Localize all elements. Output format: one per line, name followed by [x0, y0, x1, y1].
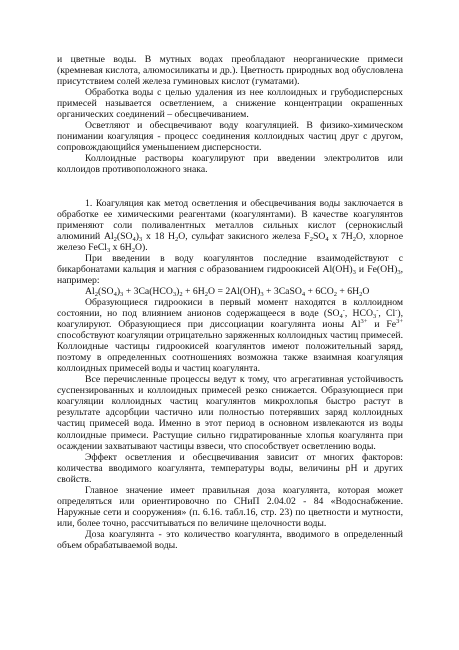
paragraph: Эффект осветления и обесцвечивания зависит от многих факторов: количества вводимого коагулянта, температуры воды, величины pH и других свойств.	[57, 451, 403, 485]
paragraph: Образующиеся гидроокиси в первый момент находятся в коллоидном состоянии, но под влиянием анионов содержащееся в воде ($SO_4^-$, $HCO_3^-$, Cl-), коагулируют. Образующиеся при диссоциации коагулянта ионы $Al^{3+}$ и $Fe^{3+}$ способствуют коагуляции отрицательно заряженных коллоидных частиц примесей. Коллоидные частицы гидроокисей коагулянтов имеют положительный заряд, поэтому в определенных соотношениях возможна также взаимная коагуляция коллоидных примесей воды и частиц коагулянта.	[57, 296, 403, 375]
paragraph: и цветные воды. В мутных водах преобладают неорганические примеси (кремневая кислота, алюмосиликаты и др.). Цветность природных вод обусловлена присутствием солей железа гуминовых кислот (гуматами).	[57, 54, 403, 88]
paragraph: Главное значение имеет правильная доза коагулянта, которая может определяться или ориентировочно по СНиП 2.04.02 - 84 «Водоснабжение. Наружные сети и сооружения» (п. 6.16. табл.16, стр. 23) по цветности и мутности, или, более точно, рассчитываться по величине щелочности воды.	[57, 484, 403, 529]
paragraph-gap	[57, 176, 403, 198]
paragraph: При введении в воду коагулянтов последние взаимодействуют с бикарбонатами кальция и магния с образованием гидроокисей $Al(OH)_3$ и $Fe(OH)_3$, например:	[57, 252, 403, 286]
chemical-equation: $Al_2(SO_4)_3 + 3Ca(HCO_3)_2 + 6H_2O = 2Al(OH)_3$ + 3CaSO$_4$ + $6CO_2 + 6H_2O$	[85, 285, 370, 298]
paragraph: 1. Коагуляция как метод осветления и обесцвечивания воды заключается в обработке ее химическими реагентами (коагулянтами). В качестве коагулянтов применяют соли поливалентных металлов сильных кислот (сернокислый алюминий $Al_2(SO_4)_3$ x 18 $H_2O$, сульфат закисного железа $F_2SO_4$ x $7H_2O$, хлорное железо FeCl$_3$ x $6H_2O$).	[57, 197, 404, 254]
paragraph: Доза коагулянта - это количество коагулянта, вводимого в определенный объем обрабатываемой воды.	[57, 528, 403, 551]
paragraph: Обработка воды с целью удаления из нее коллоидных и грубодисперсных примесей называется осветлением, а снижение концентрации окрашенных органических соединений – обесцвечиванием.	[57, 87, 403, 121]
paragraph: Все перечисленные процессы ведут к тому, что агрегативная устойчивость суспензированных и коллоидных примесей резко снижается. Образующиеся при коагуляции коллоидных частиц коагулянтов микрохлопья быстро растут в результате адсорбции частично или полностью потерявших заряд коллоидных частиц примесей вода. Именно в этот период в основном извлекаются из воды коллоидные примеси. Растущие сильно гидратированные хлопья коагулянта при осаждении захватывают частицы взвеси, что способствует осветлению воды.	[57, 374, 403, 452]
paragraph: Коллоидные растворы коагулируют при введении электролитов или коллоидов противоположного знака.	[57, 153, 403, 176]
document-body	[57, 54, 403, 551]
paragraph: Осветляют и обесцвечивают воду коагуляцией. В физико-химическом понимании коагуляция - процесс соединения коллоидных частиц друг с другом, сопровождающийся уменьшением дисперсности.	[57, 120, 403, 154]
